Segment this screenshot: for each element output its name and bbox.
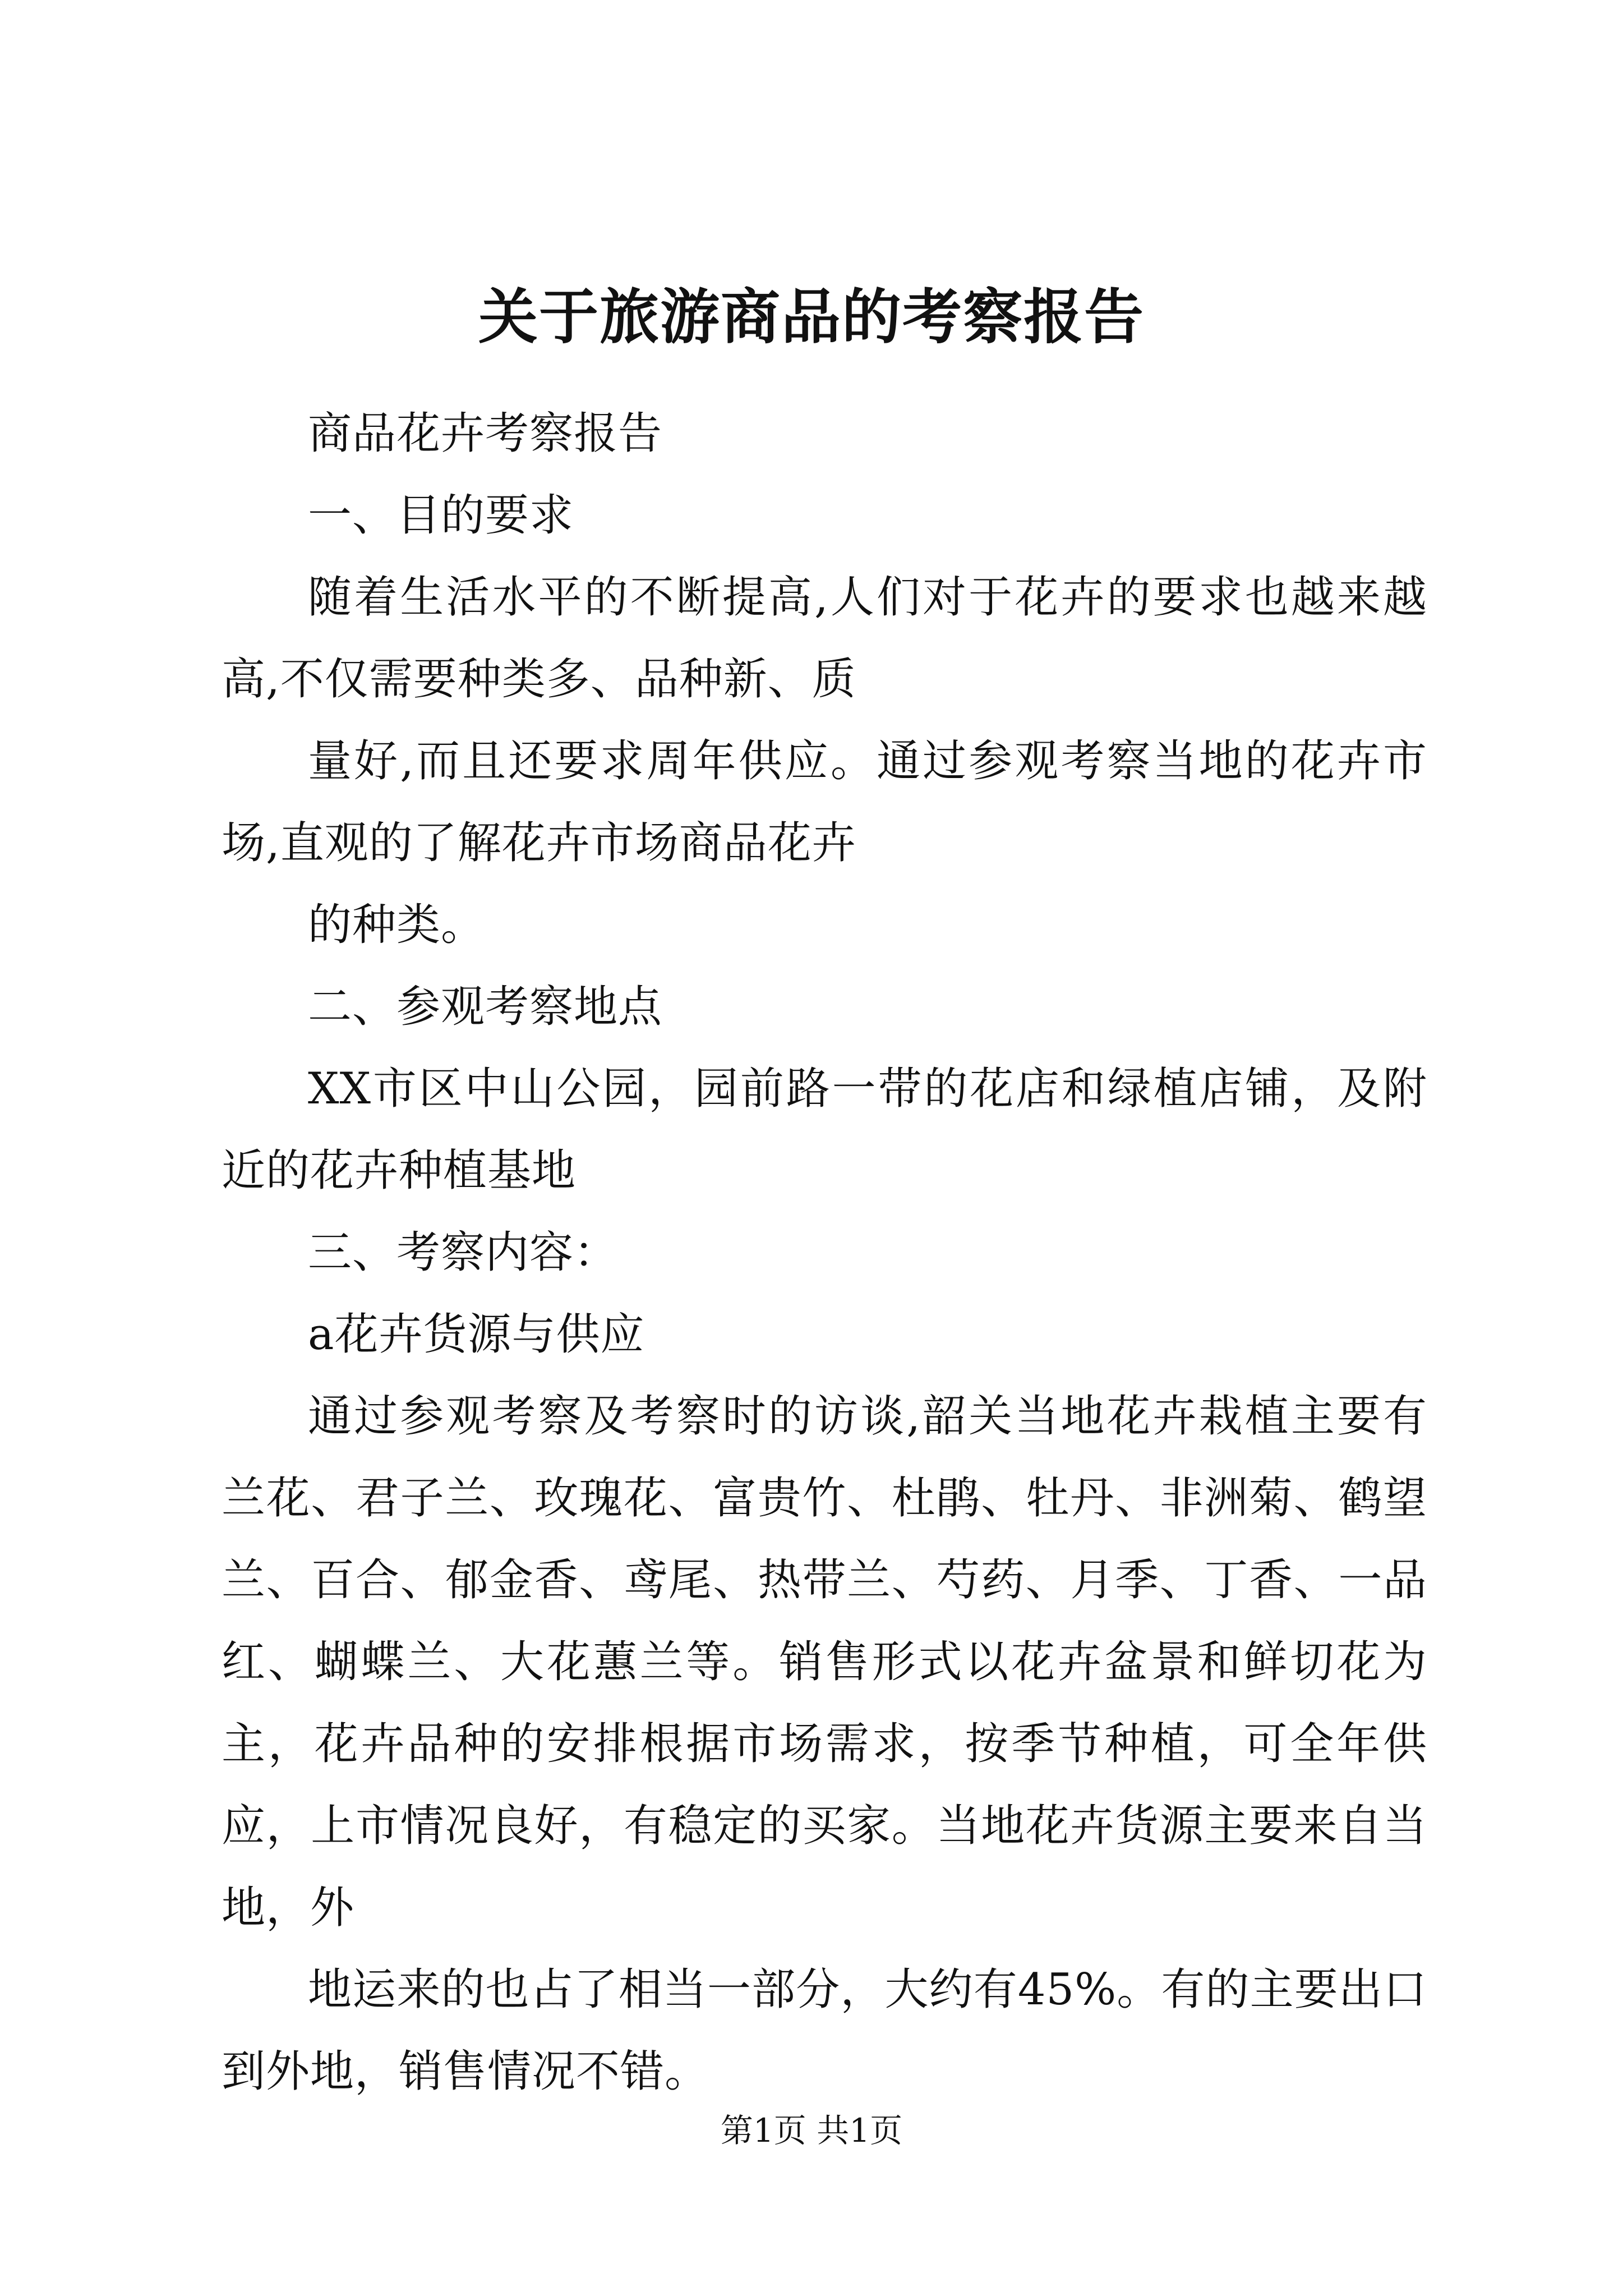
page-footer: 第1页 共1页	[720, 2111, 903, 2150]
paragraph: XX市区中山公园，园前路一带的花店和绿植店铺，及附近的花卉种植基地	[222, 1064, 1427, 1196]
section-heading-location: 二、参观考察地点	[308, 982, 663, 1032]
document-body	[222, 393, 1427, 2113]
paragraph-subtitle: 商品花卉考察报告	[308, 408, 663, 459]
paragraph: 的种类。	[308, 900, 486, 950]
paragraph: 地运来的也占了相当一部分，大约有45%。有的主要出口到外地，销售情况不错。	[222, 1964, 1427, 2097]
paragraph: 随着生活水平的不断提高,人们对于花卉的要求也越来越高,不仅需要种类多、品种新、质	[222, 572, 1427, 705]
paragraph: 量好,而且还要求周年供应。通过参观考察当地的花卉市场,直观的了解花卉市场商品花卉	[222, 736, 1427, 868]
section-heading-content: 三、考察内容：	[308, 1227, 619, 1278]
section-heading-purpose: 一、目的要求	[308, 490, 574, 541]
subsection-heading: a花卉货源与供应	[308, 1309, 645, 1360]
document-title: 关于旅游商品的考察报告	[478, 282, 1145, 352]
paragraph: 通过参观考察及考察时的访谈,韶关当地花卉栽植主要有兰花、君子兰、玫瑰花、富贵竹、杜鹃、牡丹、非洲菊、鹤望兰、百合、郁金香、鸢尾、热带兰、芍药、月季、丁香、一品红、蝴蝶兰、大花蕙兰等。销售形式以花卉盆景和鲜切花为主，花卉品种的安排根据市场需求，按季节种植，可全年供应，上市情况良好，有稳定的买家。当地花卉货源主要来自当地，外	[222, 1391, 1427, 1933]
